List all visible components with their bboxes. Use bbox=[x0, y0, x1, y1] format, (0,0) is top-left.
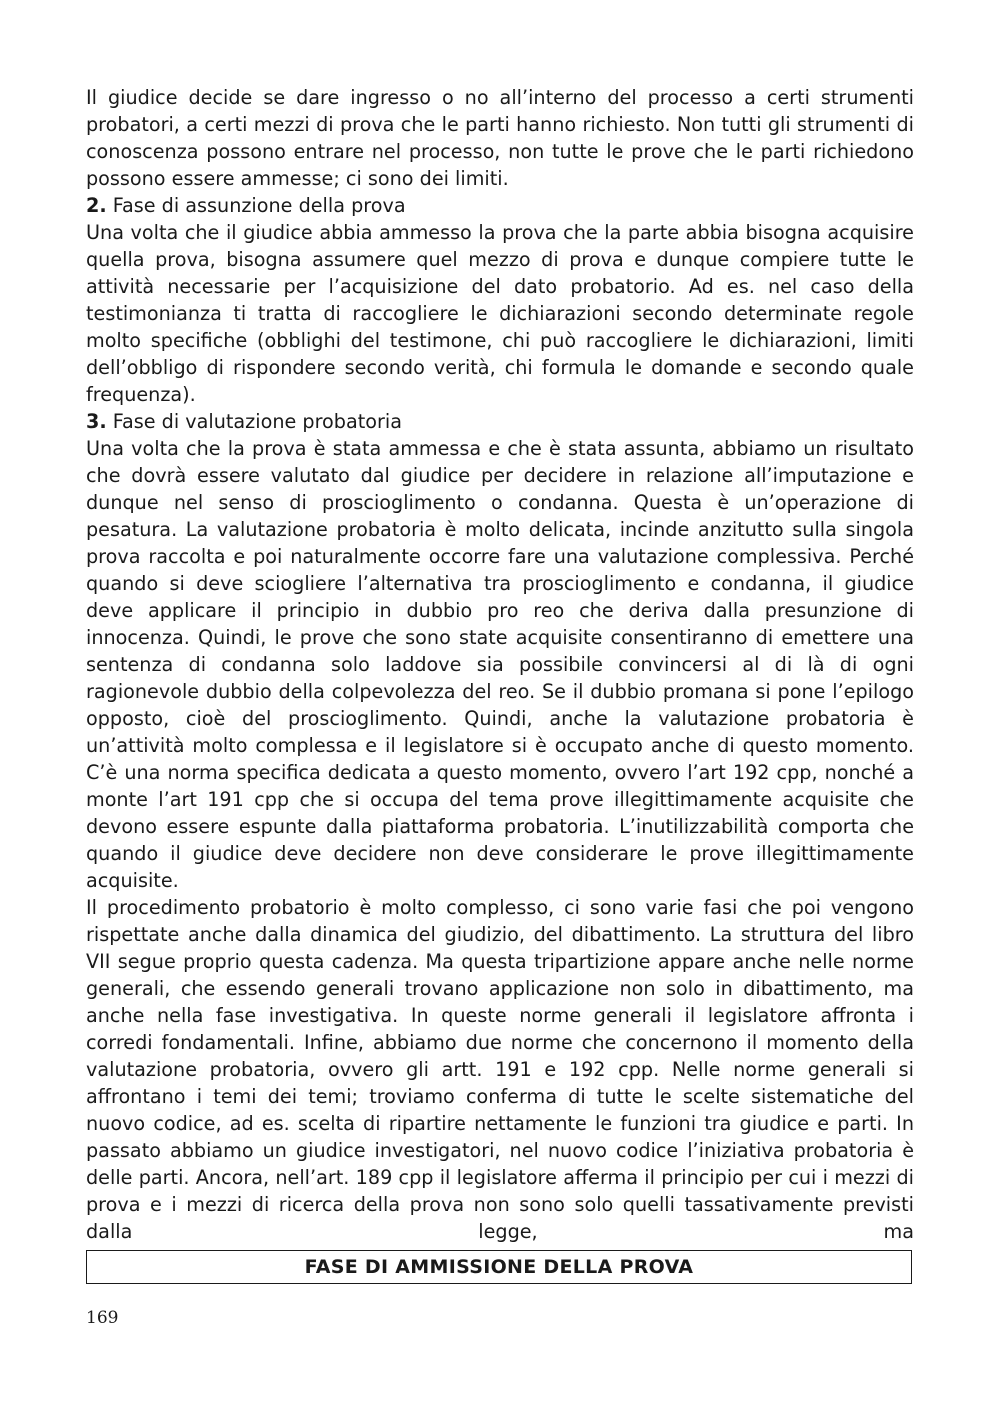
section-heading-3 bbox=[86, 408, 914, 435]
section-title-3: Fase di valutazione probatoria bbox=[112, 410, 402, 433]
body-text bbox=[86, 84, 914, 1245]
intro-paragraph: Il giudice decide se dare ingresso o no all’interno del processo a certi strumenti probatori, a certi mezzi di prova che le parti hanno richiesto. Non tutti gli strumenti di conoscenza possono entrare nel processo, non tutte le prove che le parti richiedono possono essere ammesse; ci sono dei limiti. bbox=[86, 86, 914, 190]
section-heading-2 bbox=[86, 192, 914, 219]
section-title-2: Fase di assunzione della prova bbox=[112, 194, 406, 217]
section-body-3: Una volta che la prova è stata ammessa e che è stata assunta, abbiamo un risultato che dovrà essere valutato dal giudice per decidere in relazione all’imputazione e dunque nel senso di proscioglimento o condanna. Questa è un’operazione di pesatura. La valutazione probatoria è molto delicata, incinde anzitutto sulla singola prova raccolta e poi naturalmente occorre fare una valutazione complessiva. Perché quando si deve sciogliere l’alternativa tra proscioglimento e condanna, il giudice deve applicare il principio in dubbio pro reo che deriva dalla presunzione di innocenza. Quindi, le prove che sono state acquisite consentiranno di emettere una sentenza di condanna solo laddove sia possibile convincersi al di là di ogni ragionevole dubbio della colpevolezza del reo. Se il dubbio promana si pone l’epilogo opposto, cioè del proscioglimento. Quindi, anche la valutazione probatoria è un’attività molto complessa e il legislatore si è occupato anche di questo momento. C’è una norma specifica dedicata a questo momento, ovvero l’art 192 cpp, nonché a monte l’art 191 cpp che si occupa del tema prove illegittimamente acquisite che devono essere espunte dalla piattaforma probatoria. L’inutilizzabilità comporta che quando il giudice deve decidere non deve considerare le prove illegittimamente acquisite. bbox=[86, 437, 914, 892]
section-body-2: Una volta che il giudice abbia ammesso la prova che la parte abbia bisogna acquisire quella prova, bisogna assumere quel mezzo di prova e dunque compiere tutte le attività necessarie per l’acquisizione del dato probatorio. Ad es. nel caso della testimonianza ti tratta di raccogliere le dichiarazioni secondo determinate regole molto specifiche (obblighi del testimone, chi può raccogliere le dichiarazioni, limiti dell’obbligo di rispondere secondo verità, chi formula le domande e secondo quale frequenza). bbox=[86, 221, 914, 406]
page-number: 169 bbox=[86, 1308, 119, 1328]
final-paragraph: Il procedimento probatorio è molto complesso, ci sono varie fasi che poi vengono rispettate anche dalla dinamica del giudizio, del dibattimento. La struttura del libro VII segue proprio questa cadenza. Ma questa tripartizione appare anche nelle norme generali, che essendo generali trovano applicazione non solo in dibattimento, ma anche nella fase investigativa. In queste norme generali il legislatore affronta i corredi fondamentali. Infine, abbiamo due norme che concernono il momento della valutazione probatoria, ovvero gli artt. 191 e 192 cpp. Nelle norme generali si affrontano i temi dei temi; troviamo conferma di tutte le scelte sistematiche del nuovo codice, ad es. scelta di ripartire nettamente le funzioni tra giudice e parti. In passato abbiamo un giudice investigatori, nel nuovo codice l’iniziativa probatoria è delle parti. Ancora, nell’art. 189 cpp il legislatore afferma il principio per cui i mezzi di prova e i mezzi di ricerca della prova non sono solo quelli tassativamente previsti dalla legge, ma bbox=[86, 896, 914, 1243]
boxed-heading: FASE DI AMMISSIONE DELLA PROVA bbox=[86, 1250, 912, 1284]
section-number-2: 2. bbox=[86, 194, 107, 217]
section-number-3: 3. bbox=[86, 410, 107, 433]
